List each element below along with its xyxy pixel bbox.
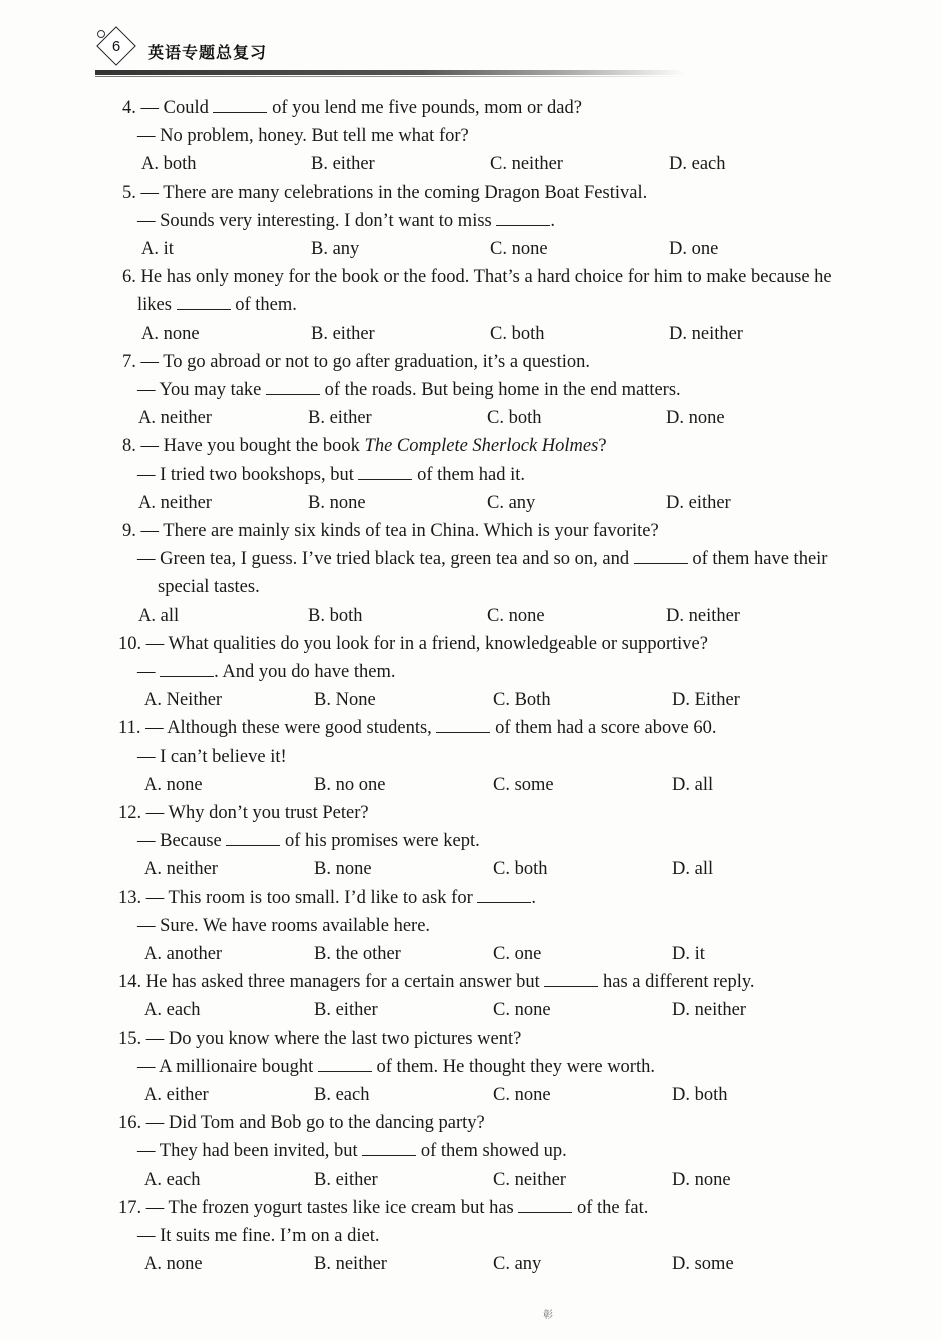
question-number: 15. — [118, 1028, 146, 1049]
question-number: 17. — [118, 1197, 146, 1218]
question-line — [137, 464, 525, 486]
question-text: He has only money for the book or the food. That’s a hard choice for him to make because he — [140, 267, 832, 288]
answer-blank — [318, 1057, 372, 1072]
answer-blank — [544, 972, 598, 987]
answer-option[interactable]: B. either — [311, 323, 375, 344]
dialogue-dash: — — [140, 182, 164, 203]
dialogue-dash: — — [137, 126, 161, 147]
answer-option[interactable]: A. neither — [138, 492, 212, 513]
question-line — [118, 1197, 648, 1219]
dialogue-dash: — — [140, 521, 164, 541]
answer-option[interactable]: A. neither — [138, 408, 212, 429]
question-text: Have you bought the book — [163, 436, 365, 457]
header-title: 英语专题总复习 — [148, 43, 268, 62]
dialogue-dash: — — [145, 1113, 169, 1134]
answer-option[interactable]: A. Neither — [144, 690, 223, 711]
dialogue-dash: — — [137, 831, 161, 852]
question-number: 5. — [122, 182, 141, 203]
question-text: of them. He thought they were worth. — [371, 1056, 655, 1077]
answer-option[interactable]: C. none — [493, 1000, 551, 1021]
answer-option[interactable]: A. neither — [144, 859, 218, 880]
answer-option[interactable]: A. either — [144, 1085, 209, 1105]
question-text: of them have their — [687, 549, 828, 570]
question-number: 6. — [122, 267, 141, 288]
question-text: Because — [160, 831, 227, 852]
answer-blank — [362, 1141, 416, 1156]
answer-option[interactable]: D. neither — [669, 323, 743, 344]
answer-option[interactable]: A. each — [144, 1000, 201, 1021]
question-text: Could — [163, 98, 214, 118]
answer-option[interactable]: D. both — [672, 1085, 728, 1105]
answer-option[interactable]: B. no one — [314, 774, 386, 795]
question-number: 4. — [122, 98, 141, 118]
question-line — [122, 97, 582, 119]
header-rule-thin — [95, 76, 685, 77]
answer-option[interactable]: B. each — [314, 1085, 370, 1105]
answer-option[interactable]: A. it — [141, 239, 174, 259]
answer-blank — [477, 888, 531, 903]
answer-option[interactable]: B. both — [308, 605, 363, 626]
dialogue-dash: — — [137, 1141, 160, 1162]
answer-option[interactable]: D. Either — [672, 690, 740, 711]
page-number: 6 — [111, 38, 121, 55]
answer-blank — [634, 549, 688, 564]
answer-option[interactable]: B. none — [314, 859, 372, 880]
answer-option[interactable]: B. none — [308, 492, 366, 513]
dialogue-dash: — — [145, 803, 169, 823]
question-line — [122, 182, 647, 204]
answer-option[interactable]: D. it — [672, 944, 705, 964]
answer-option[interactable]: C. any — [493, 1254, 542, 1275]
question-number: 16. — [118, 1113, 146, 1134]
question-line — [137, 210, 555, 232]
answer-option[interactable]: C. none — [490, 239, 548, 259]
question-text: There are mainly six kinds of tea in China. Which is your favorite? — [163, 521, 659, 541]
answer-blank — [518, 1198, 572, 1213]
dialogue-dash: — — [137, 915, 161, 936]
question-number: 7. — [122, 351, 141, 372]
answer-option[interactable]: C. any — [487, 492, 536, 513]
question-text: There are many celebrations in the coming Dragon Boat Festival. — [163, 182, 648, 203]
dialogue-dash: — — [140, 98, 164, 118]
answer-option[interactable]: A. none — [144, 1254, 203, 1275]
question-number: 12. — [118, 803, 146, 823]
question-line — [122, 266, 832, 288]
question-text: He has asked three managers for a certain answer but — [145, 972, 545, 993]
question-text: . — [550, 210, 555, 231]
question-line — [122, 351, 590, 373]
question-text: The frozen yogurt tastes like ice cream but has — [168, 1197, 519, 1218]
question-line — [118, 802, 369, 824]
answer-option[interactable]: D. either — [666, 492, 731, 513]
question-text: What qualities do you look for in a friend, knowledgeable or supportive? — [168, 633, 708, 654]
book-title: The Complete Sherlock Holmes — [364, 436, 599, 457]
dialogue-dash: — — [145, 1028, 169, 1049]
question-line — [118, 1112, 485, 1134]
question-line — [137, 1056, 655, 1078]
question-text: It suits me fine. I’m on a diet. — [160, 1226, 380, 1246]
question-line — [137, 661, 396, 683]
answer-option[interactable]: B. either — [314, 1169, 378, 1190]
answer-option[interactable]: D. neither — [666, 605, 740, 626]
question-text: No problem, honey. But tell me what for? — [160, 126, 469, 147]
dialogue-dash: — — [140, 436, 164, 457]
answer-option[interactable]: B. any — [311, 239, 360, 259]
dialogue-dash: — — [137, 1056, 160, 1077]
answer-option[interactable]: C. both — [490, 323, 545, 344]
answer-option[interactable]: C. some — [493, 774, 554, 795]
answer-option[interactable]: C. Both — [493, 690, 551, 711]
question-line — [118, 1028, 521, 1050]
question-text: . And you do have them. — [214, 662, 396, 682]
dialogue-dash: — — [145, 1197, 169, 1218]
question-text: of you lend me five pounds, mom or dad? — [267, 98, 582, 118]
question-line — [118, 971, 755, 993]
answer-option[interactable]: B. either — [311, 154, 375, 175]
answer-blank — [358, 465, 412, 480]
question-line — [118, 633, 708, 655]
answer-option[interactable]: D. some — [672, 1254, 734, 1275]
question-text: Do you know where the last two pictures went? — [168, 1028, 522, 1049]
answer-option[interactable]: A. none — [141, 323, 200, 344]
question-text: They had been invited, but — [159, 1141, 363, 1162]
dialogue-dash: — — [145, 887, 169, 908]
answer-option[interactable]: C. none — [493, 1085, 551, 1105]
question-line — [122, 520, 659, 542]
answer-option[interactable]: D. all — [672, 774, 714, 795]
answer-option[interactable]: C. both — [487, 408, 542, 429]
answer-option[interactable]: B. None — [314, 690, 376, 711]
question-number: 14. — [118, 972, 146, 993]
answer-option[interactable]: D. one — [669, 239, 719, 259]
dialogue-dash: — — [140, 351, 164, 372]
answer-option[interactable]: D. none — [672, 1169, 731, 1190]
answer-blank — [160, 662, 214, 677]
answer-option[interactable]: D. all — [672, 859, 714, 880]
answer-option[interactable]: B. either — [314, 1000, 378, 1021]
answer-blank — [177, 295, 231, 310]
question-line — [118, 717, 716, 739]
question-line — [118, 887, 536, 909]
answer-option[interactable]: D. neither — [672, 1000, 746, 1021]
answer-blank — [436, 718, 490, 733]
question-line — [122, 435, 607, 457]
dialogue-dash: — — [145, 633, 169, 654]
answer-option[interactable]: B. neither — [314, 1254, 387, 1275]
question-line — [158, 576, 260, 598]
answer-blank — [266, 380, 320, 395]
question-text: Although these were good students, — [167, 718, 437, 739]
question-line — [137, 548, 827, 570]
question-text: of the roads. But being home in the end matters. — [320, 380, 681, 400]
question-text: Did Tom and Bob go to the dancing party? — [168, 1113, 485, 1134]
dialogue-dash: — — [137, 746, 161, 767]
question-number: 11. — [118, 718, 146, 739]
question-text: I can’t believe it! — [160, 746, 287, 767]
question-line — [137, 830, 480, 852]
question-text: Why don’t you trust Peter? — [168, 803, 369, 823]
dialogue-dash: — — [137, 464, 161, 485]
answer-option[interactable]: C. one — [493, 944, 542, 964]
answer-option[interactable]: D. each — [669, 154, 726, 175]
question-text: of them showed up. — [416, 1141, 567, 1162]
question-text: has a different reply. — [598, 972, 755, 993]
answer-option[interactable]: A. each — [144, 1169, 201, 1190]
dialogue-dash: — — [137, 210, 161, 231]
question-text: I tried two bookshops, but — [160, 464, 359, 485]
question-number: 9. — [122, 521, 141, 541]
dialogue-dash: — — [137, 1226, 161, 1246]
question-text: of his promises were kept. — [280, 831, 480, 852]
question-text: Sounds very interesting. I don’t want to miss — [160, 210, 497, 231]
answer-option[interactable]: A. none — [144, 774, 203, 795]
question-text: Sure. We have rooms available here. — [160, 915, 431, 936]
question-text: of them. — [230, 295, 297, 316]
question-number: 13. — [118, 887, 146, 908]
answer-blank — [226, 831, 280, 846]
question-line — [137, 294, 297, 316]
question-text: likes — [137, 295, 177, 316]
question-line — [137, 746, 287, 768]
dialogue-dash: — — [137, 662, 161, 682]
dialogue-dash: — — [137, 380, 160, 400]
question-text: Green tea, I guess. I’ve tried black tea, green tea and so on, and — [160, 549, 634, 570]
answer-option[interactable]: A. both — [141, 154, 197, 175]
answer-option[interactable]: B. either — [308, 408, 372, 429]
question-line — [137, 1140, 567, 1162]
question-text: . — [531, 887, 536, 908]
question-text: of the fat. — [572, 1197, 649, 1218]
question-text: You may take — [159, 380, 266, 400]
header-rule — [95, 70, 685, 75]
question-text: of them had it. — [412, 464, 526, 485]
answer-option[interactable]: D. none — [666, 408, 725, 429]
question-line — [137, 125, 469, 147]
question-text: To go abroad or not to go after graduation, it’s a question. — [163, 351, 590, 372]
dialogue-dash: — — [137, 549, 161, 570]
answer-option[interactable]: C. none — [487, 605, 545, 626]
question-text: special tastes. — [158, 577, 260, 598]
question-text: of them had a score above 60. — [490, 718, 717, 739]
answer-option[interactable]: A. another — [144, 944, 223, 964]
dialogue-dash: — — [145, 718, 168, 739]
question-line — [137, 379, 681, 401]
question-line — [137, 1225, 380, 1247]
question-number: 10. — [118, 633, 146, 654]
footer-mark: 彰 — [543, 1310, 553, 1321]
question-text: This room is too small. I’d like to ask for — [168, 887, 478, 908]
answer-blank — [496, 211, 550, 226]
question-line — [137, 915, 430, 937]
answer-option[interactable]: B. the other — [314, 944, 401, 964]
page-header — [0, 0, 941, 90]
answer-option[interactable]: C. neither — [493, 1169, 566, 1190]
answer-option[interactable]: A. all — [138, 605, 180, 626]
answer-option[interactable]: C. neither — [490, 154, 563, 175]
question-text: ? — [598, 436, 607, 457]
answer-option[interactable]: C. both — [493, 859, 548, 880]
question-number: 8. — [122, 436, 141, 457]
question-text: A millionaire bought — [159, 1056, 318, 1077]
answer-blank — [213, 98, 267, 113]
